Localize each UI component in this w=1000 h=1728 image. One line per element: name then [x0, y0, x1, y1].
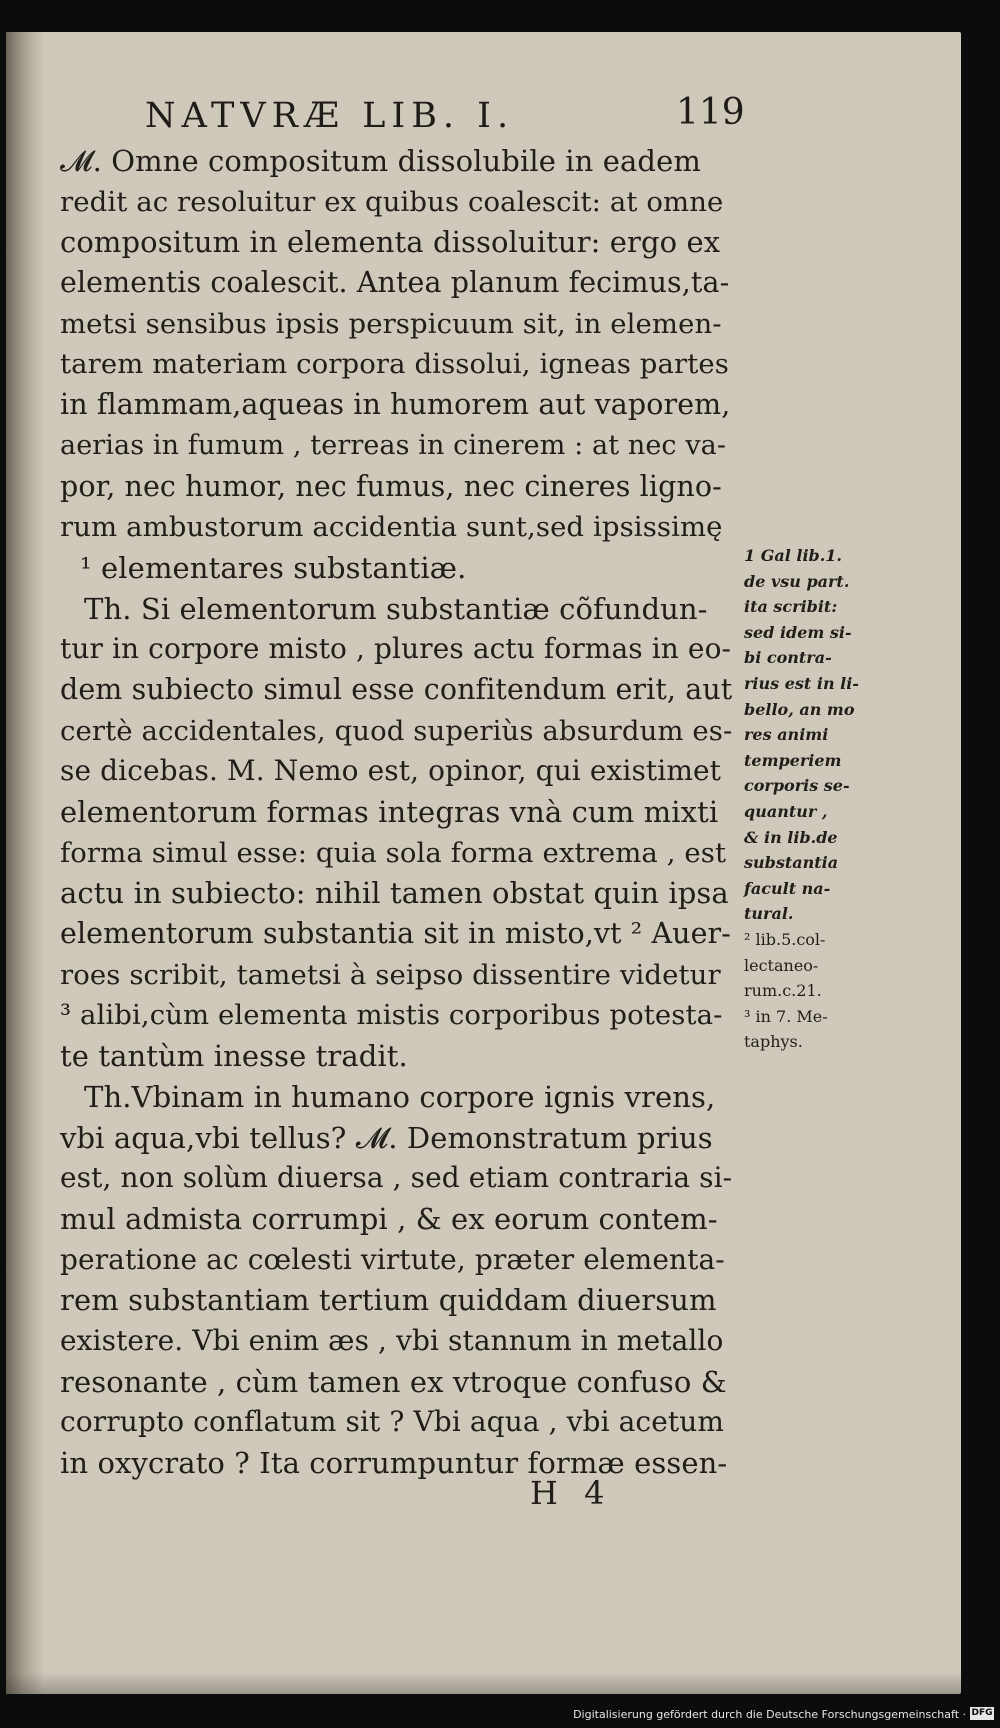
page-gutter-shadow: [6, 32, 44, 1694]
margin-note-line: rum.c.21.: [744, 981, 822, 1001]
text-line: ¹ elementares substantiæ.: [80, 550, 467, 585]
text-line: mul admista corrumpi , & ex eorum contem-: [60, 1201, 718, 1236]
text-line: in flammam,aqueas in humorem aut vaporem,: [60, 388, 731, 422]
margin-note-line: corporis se-: [744, 776, 850, 796]
text-line: existere. Vbi enim æs , vbi stannum in metallo: [60, 1323, 724, 1357]
margin-note-line: rius est in li-: [744, 673, 859, 693]
text-line: elementorum substantia sit in misto,vt ² Auer-: [60, 917, 732, 951]
main-text-block: [60, 141, 732, 1484]
margin-note-line: ita scribit:: [744, 597, 838, 617]
text-line: aerias in fumum , terreas in cinerem : at nec va-: [60, 429, 727, 461]
signature-mark: H 4: [530, 1474, 613, 1512]
text-line: resonante , cùm tamen ex vtroque confuso &: [60, 1364, 727, 1399]
margin-note-line: quantur ,: [744, 801, 828, 821]
text-line: vbi aqua,vbi tellus? 𝓜. Demonstratum prius: [60, 1120, 713, 1155]
page-edge-shadow: [6, 1672, 961, 1694]
text-line: elementis coalescit. Antea planum fecimus,ta-: [60, 266, 730, 300]
funding-credit: Digitalisierung gefördert durch die Deutsche Forschungsgemeinschaft ·: [573, 1708, 966, 1721]
text-line: actu in subiecto: nihil tamen obstat quin ipsa: [60, 876, 729, 911]
page-number: 119: [676, 92, 745, 133]
text-line: metsi sensibus ipsis perspicuum sit, in elemen-: [60, 307, 722, 340]
text-line: corrupto conflatum sit ? Vbi aqua , vbi acetum: [60, 1405, 725, 1439]
margin-note-line: sed idem si-: [744, 622, 852, 642]
margin-note-line: temperiem: [744, 750, 842, 770]
text-line: te tantùm inesse tradit.: [60, 1039, 408, 1074]
text-line: ³ alibi,cùm elementa mistis corporibus potesta-: [60, 999, 723, 1032]
text-line: Th. Si elementorum substantiæ cõfundun-: [84, 591, 708, 626]
margin-note-line: facult na-: [744, 878, 831, 898]
text-line: Th.Vbinam in humano corpore ignis vrens,: [84, 1079, 716, 1114]
margin-note-line: lectaneo-: [744, 955, 819, 975]
margin-note-line: ² lib.5.col-: [744, 929, 826, 949]
text-line: por, nec humor, nec fumus, nec cineres ligno-: [60, 469, 722, 503]
margin-note-line: bello, an mo: [744, 699, 855, 719]
dfg-logo: DFG: [971, 1708, 993, 1718]
text-line: dem subiecto simul esse confitendum erit, aut: [60, 672, 733, 706]
text-line: se dicebas. M. Nemo est, opinor, qui existimet: [60, 754, 722, 788]
text-line: rum ambustorum accidentia sunt,sed ipsissimę: [60, 511, 723, 544]
text-line: 𝓜. Omne compositum dissolubile in eadem: [60, 144, 701, 178]
running-head: NATVRÆ LIB. I.: [145, 96, 515, 136]
text-line: forma simul esse: quia sola forma extrema , est: [60, 836, 727, 869]
margin-note-line: tural.: [744, 904, 794, 924]
text-line: rem substantiam tertium quiddam diuersum: [60, 1283, 717, 1318]
text-line: in oxycrato ? Ita corrumpuntur formæ essen-: [60, 1446, 728, 1480]
text-line: roes scribit, tametsi à seipso dissentire videtur: [60, 958, 721, 991]
margin-note-line: 1 Gal lib.1.: [744, 546, 842, 565]
margin-note-line: substantia: [744, 853, 839, 873]
margin-note-line: taphys.: [744, 1032, 803, 1052]
text-line: tarem materiam corpora dissolui, igneas partes: [60, 348, 729, 381]
text-line: elementorum formas integras vnà cum mixti: [60, 795, 719, 829]
text-line: peratione ac cœlesti virtute, præter elementa-: [60, 1242, 725, 1276]
margin-note-line: & in lib.de: [744, 827, 838, 847]
text-line: compositum in elementa dissoluitur: ergo ex: [60, 225, 721, 260]
margin-note-line: bi contra-: [744, 648, 832, 668]
text-line: redit ac resoluitur ex quibus coalescit: at omne: [60, 185, 724, 218]
margin-note-line: ³ in 7. Me-: [744, 1006, 828, 1026]
text-line: tur in corpore misto , plures actu formas in eo-: [60, 632, 732, 666]
margin-note-line: de vsu part.: [744, 571, 850, 591]
text-line: est, non solùm diuersa , sed etiam contraria si-: [60, 1161, 733, 1195]
margin-note-line: res animi: [744, 725, 829, 745]
text-line: certè accidentales, quod superiùs absurdum es-: [60, 714, 733, 747]
marginal-notes: [744, 543, 859, 1055]
